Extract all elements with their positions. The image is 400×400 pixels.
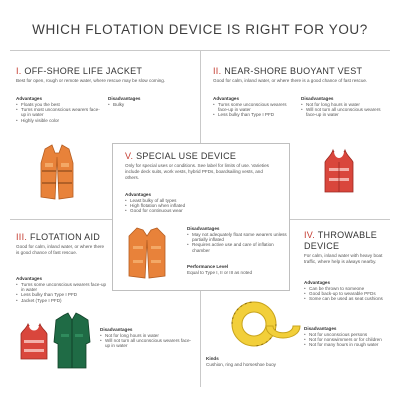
list-item: • Less bulky than Type I PFD xyxy=(213,112,293,117)
section-description: Best for open, rough or remote water, where rescue may be slow coming. xyxy=(16,78,166,83)
buoyant-vest-icon xyxy=(321,148,357,201)
disadvantages-list xyxy=(301,102,383,118)
disadvantages-list xyxy=(108,102,178,107)
list-item: • Can be thrown to someone xyxy=(304,286,392,291)
list-item: • Turns some unconscious wearers face-up in water xyxy=(213,102,293,112)
disadvantages-block: Disadvantages • May not adequately float some wearers unless partially inflated • Requires active use and care of inflation chamber xyxy=(187,226,287,253)
section-special-use-device xyxy=(112,143,290,291)
section-heading: V. SPECIAL USE DEVICE xyxy=(125,151,237,161)
advantages-list xyxy=(125,198,235,214)
disadvantages-list xyxy=(304,332,392,348)
horizontal-divider-right xyxy=(290,219,390,220)
disadvantages-list xyxy=(187,232,287,253)
section-near-shore-buoyant-vest xyxy=(213,66,393,118)
disadvantages-block: Disadvantages • Not for unconscious persons • Not for nonswimmers or for children • Not for many hours in rough water xyxy=(304,326,392,348)
horizontal-divider-left xyxy=(10,219,112,220)
list-item: • May not adequately float some wearers unless partially inflated xyxy=(187,232,287,242)
page-title: WHICH FLOTATION DEVICE IS RIGHT FOR YOU? xyxy=(32,22,368,37)
list-item: • High flotation when inflated xyxy=(125,203,235,208)
section-offshore-life-jacket xyxy=(16,66,196,123)
section-throwable-device xyxy=(304,230,394,348)
section-description: Only for special uses or conditions. See label for limits of use. Varieties include deck suits, work vests, hybrid PFDs, boardsailing vests, and others. xyxy=(125,163,269,180)
vertical-divider-bottom xyxy=(200,291,201,387)
list-item: • Some can be used as seat cushions xyxy=(304,296,392,301)
offshore-life-jacket-icon xyxy=(37,143,77,206)
flotation-aid-vest-icon xyxy=(18,322,50,367)
section-heading: I. OFF-SHORE LIFE JACKET xyxy=(16,66,143,76)
section-description: Good for calm, inland water, or where there is a good chance of fast rescue. xyxy=(213,78,368,83)
list-item: • Less bulky than Type I PFD xyxy=(16,292,110,297)
list-item: • Floats you the best xyxy=(16,102,104,107)
special-use-vest-icon xyxy=(125,226,169,285)
horseshoe-buoy-icon xyxy=(262,320,304,353)
list-item: • Not for long hours in water xyxy=(301,102,383,107)
list-item: • Not for nonswimmers or for children xyxy=(304,337,392,342)
list-item: • Not for long hours in water xyxy=(100,333,196,338)
advantages-block: Advantages • Least bulky of all types • High flotation when inflated • Good for continuous wear xyxy=(125,192,235,214)
list-item: • Good for continuous wear xyxy=(125,208,235,213)
section-description: For calm, inland water with heavy boat traffic, where help is always nearby. xyxy=(304,253,383,264)
vertical-divider-top xyxy=(200,50,201,143)
kinds-block: Kinds Cushion, ring and horseshoe buoy xyxy=(206,356,276,367)
list-item: • Not for many hours in rough water xyxy=(304,342,392,347)
advantages-block: Advantages • Floats you the best • Turns most unconscious wearers face-up in water • Highly visible color xyxy=(16,96,104,123)
list-item: • Turns most unconscious wearers face-up in water xyxy=(16,107,104,117)
advantages-list xyxy=(213,102,293,118)
advantages-list xyxy=(16,102,104,123)
advantages-block: Advantages • Turns some unconscious wearers face-up in water • Less bulky than Type I PFD • Jacket (Type I PFD) xyxy=(16,276,110,303)
disadvantages-list xyxy=(100,333,196,349)
disadvantages-block: Disadvantages • Bulky xyxy=(108,96,178,107)
flotation-aid-disadvantages-block: Disadvantages • Not for long hours in water • Will not turn all unconscious wearers face-up in water xyxy=(100,327,196,349)
performance-block: Performance Level Equal to Type I, II or III as noted xyxy=(187,264,253,275)
advantages-list xyxy=(304,286,392,302)
list-item: • Least bulky of all types xyxy=(125,198,235,203)
section-description: Good for calm, inland water, or where there is good chance of fast rescue. xyxy=(16,244,105,255)
disadvantages-block: Disadvantages • Not for long hours in water • Will not turn all unconscious wearers face-up in water xyxy=(301,96,383,118)
flotation-aid-jacket-icon xyxy=(52,312,92,375)
advantages-block: Advantages • Turns some unconscious wearers face-up in water • Less bulky than Type I PFD xyxy=(213,96,293,118)
list-item: • Will not turn all unconscious wearers face-up in water xyxy=(301,107,383,117)
advantages-list xyxy=(16,282,110,303)
section-flotation-aid xyxy=(16,232,112,303)
list-item: • Will not turn all unconscious wearers face-up in water xyxy=(100,338,196,348)
section-heading: II. NEAR-SHORE BUOYANT VEST xyxy=(213,66,363,76)
list-item: • Highly visible color xyxy=(16,118,104,123)
advantages-block: Advantages • Can be thrown to someone • Good back-up to wearable PFDs • Some can be used as seat cushions xyxy=(304,280,392,302)
list-item: • Requires active use and care of inflation chamber xyxy=(187,242,287,252)
section-heading: IV. THROWABLE DEVICE xyxy=(304,230,378,251)
list-item: • Jacket (Type I PFD) xyxy=(16,298,110,303)
section-heading: III. FLOTATION AID xyxy=(16,232,101,242)
list-item: • Not for unconscious persons xyxy=(304,332,392,337)
list-item: • Turns some unconscious wearers face-up in water xyxy=(16,282,110,292)
list-item: • Bulky xyxy=(108,102,178,107)
list-item: • Good back-up to wearable PFDs xyxy=(304,291,392,296)
